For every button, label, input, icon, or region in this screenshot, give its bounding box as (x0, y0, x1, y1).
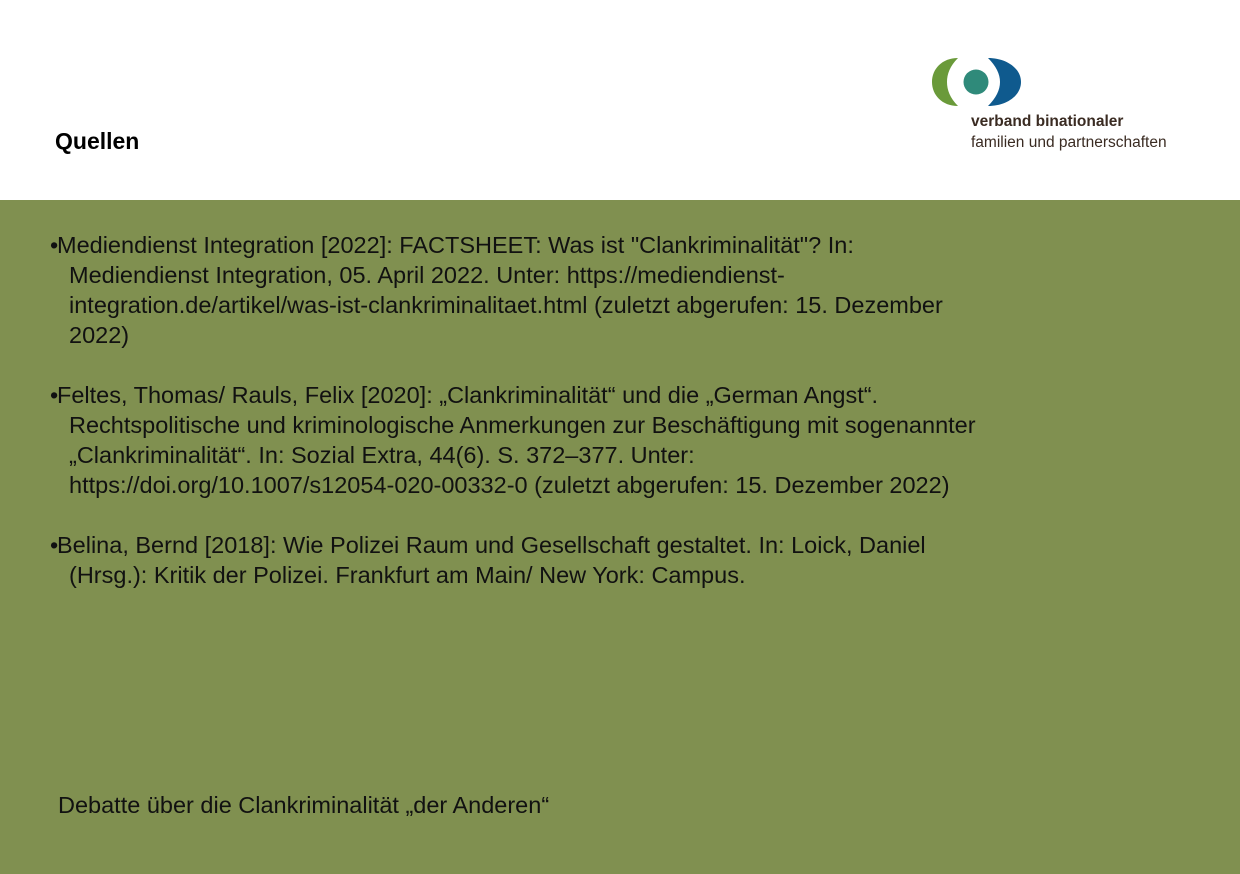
source-text: Feltes, Thomas/ Rauls, Felix [2020]: „Clankriminalität“ und die „German Angst“. Rechtspolitische und kriminologische Anmerkungen zur Beschäftigung mit sogenannter „Clankriminalität“. In: Sozial Extra, 44(6). S. 372–377. Unter: https://doi.org/10.1007/s12054-020-00332-0 (zuletzt abgerufen: 15. Dezember 2022) (57, 382, 976, 498)
page-title: Quellen (55, 128, 140, 154)
bullet-icon: • (50, 232, 59, 258)
logo-mark-icon (930, 56, 1030, 108)
source-item (50, 230, 990, 350)
source-item (50, 380, 990, 500)
bullet-icon: • (50, 532, 59, 558)
header (0, 0, 1240, 200)
bullet-icon: • (50, 382, 59, 408)
sources-panel (0, 200, 1240, 874)
source-text: Belina, Bernd [2018]: Wie Polizei Raum und Gesellschaft gestaltet. In: Loick, Daniel (Hrsg.): Kritik der Polizei. Frankfurt am Main/ New York: Campus. (57, 532, 926, 588)
logo-text-line2: familien und partnerschaften (971, 134, 1167, 151)
logo-text-line1: verband binationaler (971, 113, 1124, 130)
source-text: Mediendienst Integration [2022]: FACTSHEET: Was ist "Clankriminalität"? In: Mediendienst Integration, 05. April 2022. Unter: https://mediendienst-integration.de/artikel/was-ist-clankriminalitaet.html (zuletzt abgerufen: 15. Dezember 2022) (57, 232, 943, 348)
sources-list (50, 230, 990, 620)
source-item (50, 530, 990, 590)
footer-caption: Debatte über die Clankriminalität „der Anderen“ (58, 792, 550, 818)
logo (930, 56, 1200, 156)
